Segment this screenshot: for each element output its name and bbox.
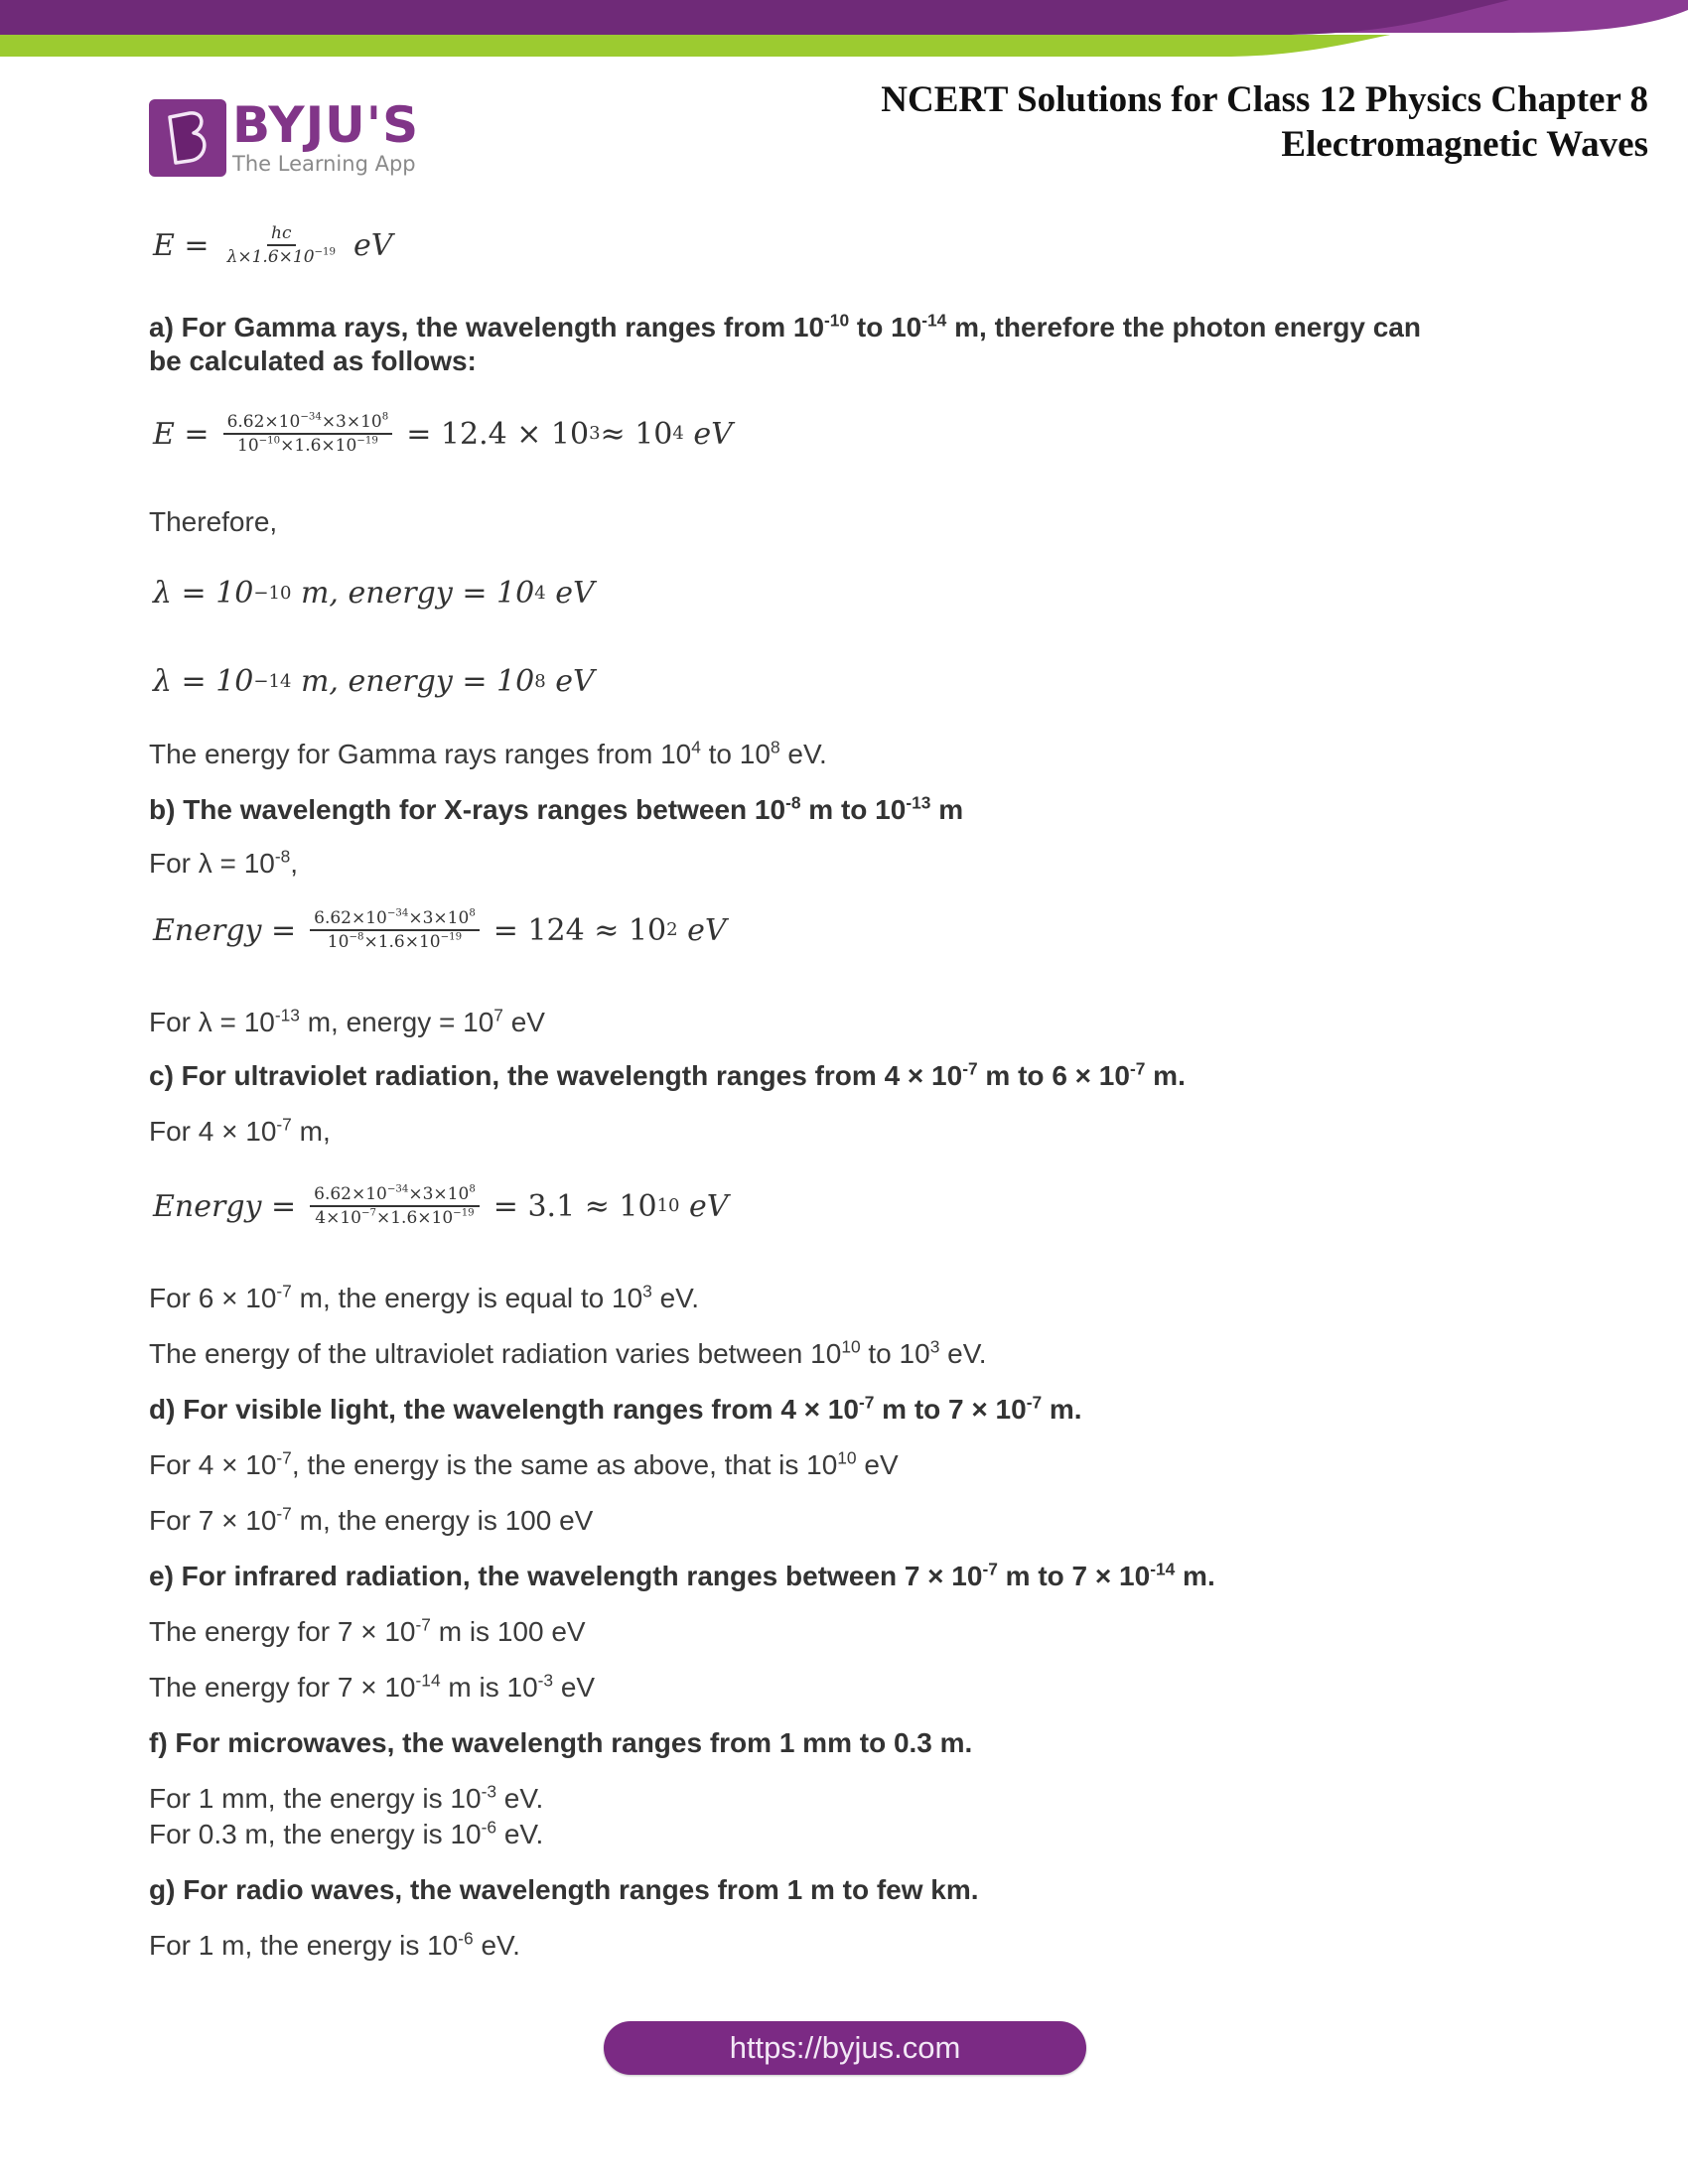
footer-link-button[interactable] — [604, 2021, 1086, 2075]
microwave-result-2: For 0.3 m, the energy is $10^{-6}$ eV. — [149, 1817, 544, 1849]
logo-tagline: The Learning App — [232, 152, 416, 176]
section-d-heading: d) For visible light, the wavelength ranges from $4 \times 10^{-7}$ m to $7 \times 10^{-7}$ m. — [149, 1392, 1082, 1425]
fraction: $\frac{6.62\times 10^{-34}\times 3\times 10^8}{10^{-8}\times 1.6\times 10^{-19}}$ — [310, 908, 480, 952]
byjus-logo — [149, 96, 420, 177]
radio-result: For 1 m, the energy is $10^{-6}$ eV. — [149, 1928, 520, 1961]
equation-general: E = $\frac{hc}{\lambda\times 1.6\times 10^{-19}}$ eV — [153, 223, 393, 267]
section-c-heading: c) For ultraviolet radiation, the wavelength ranges from $4 \times 10^{-7}$ m to $6 \times 10^{-7}$ m. — [149, 1058, 1186, 1091]
infrared-result-1: The energy for $7 \times 10^{-7}$ m is 100 eV — [149, 1614, 586, 1647]
footer-link-text[interactable]: https://byjus.com — [729, 2030, 961, 2065]
uv-for: For $4 \times 10^{-7}$ m, — [149, 1114, 331, 1147]
header-band — [0, 0, 1688, 69]
microwave-result-1: For 1 mm, the energy is $10^{-3}$ eV. — [149, 1781, 544, 1814]
equation-xray: Energy = $\frac{6.62\times 10^{-34}\times 3\times 10^8}{10^{-8}\times 1.6\times 10^{-19}}$ = 124 ≈ 10 2 eV — [153, 907, 727, 952]
infrared-result-2: The energy for $7 \times 10^{-14}$ m is $10^{-3}$ eV — [149, 1670, 596, 1703]
fraction: $\frac{6.62\times 10^{-34}\times 3\times 10^8}{10^{-10}\times 1.6\times 10^{-19}}$ — [223, 412, 393, 456]
xray-for-lambda: For $\lambda = 10^{-8}$, — [149, 846, 299, 879]
fraction: $\frac{6.62\times 10^{-34}\times 3\times 10^8}{4\times 10^{-7}\times 1.6\times 10^{-19}}$ — [310, 1184, 480, 1228]
section-b-heading: b) The wavelength for X-rays ranges between $10^{-8}$ m to $10^{-13}$ m — [149, 792, 964, 825]
therefore-text: Therefore, — [149, 506, 278, 537]
logo-brand: BYJU'S — [232, 96, 420, 154]
equation-lambda-1: λ = 10 −10 m, energy = 10 4 eV — [153, 576, 595, 611]
visible-result-1: For $4 \times 10^{-7}$, the energy is the same as above, that is $10^{10}$ eV — [149, 1447, 899, 1480]
title-line-1: NCERT Solutions for Class 12 Physics Chapter 8 — [881, 79, 1648, 120]
equation-uv: Energy = $\frac{6.62\times 10^{-34}\times 3\times 10^8}{4\times 10^{-7}\times 1.6\times 10^{-19}}$ = 3.1 ≈ 10 10 eV — [153, 1183, 729, 1228]
gamma-summary: The energy for Gamma rays ranges from $10^4$ to $10^8$ eV. — [149, 737, 827, 769]
section-a-heading: a) For Gamma rays, the wavelength ranges from $10^{-10}$ to $10^{-14}$ m, therefore the photon energy can be calculated as follows: — [149, 310, 1421, 376]
document-title — [881, 77, 1648, 167]
equation-gamma: E = $\frac{6.62\times 10^{-34}\times 3\times 10^8}{10^{-10}\times 1.6\times 10^{-19}}$ = 12.4 × 10 3 ≈ 10 4 eV — [153, 411, 733, 456]
uv-result-2: The energy of the ultraviolet radiation varies between $10^{10}$ to $10^3$ eV. — [149, 1336, 987, 1369]
visible-result-2: For $7 \times 10^{-7}$ m, the energy is 100 eV — [149, 1503, 594, 1536]
fraction: $\frac{hc}{\lambda\times 1.6\times 10^{-19}}$ — [226, 223, 337, 267]
section-e-heading: e) For infrared radiation, the wavelength ranges between $7 \times 10^{-7}$ m to $7 \times 10^{-14}$ m. — [149, 1559, 1215, 1591]
xray-result: For $\lambda = 10^{-13}$ m, energy = $10^7$ eV — [149, 1005, 545, 1037]
logo-b-icon — [149, 99, 226, 177]
uv-result-1: For $6 \times 10^{-7}$ m, the energy is equal to $10^3$ eV. — [149, 1281, 700, 1313]
section-f-heading: f) For microwaves, the wavelength ranges from 1 mm to 0.3 m. — [149, 1727, 973, 1758]
equation-lambda-2: λ = 10 −14 m, energy = 10 8 eV — [153, 664, 595, 699]
title-line-2: Electromagnetic Waves — [1281, 124, 1648, 165]
section-g-heading: g) For radio waves, the wavelength ranges from 1 m to few km. — [149, 1874, 979, 1905]
